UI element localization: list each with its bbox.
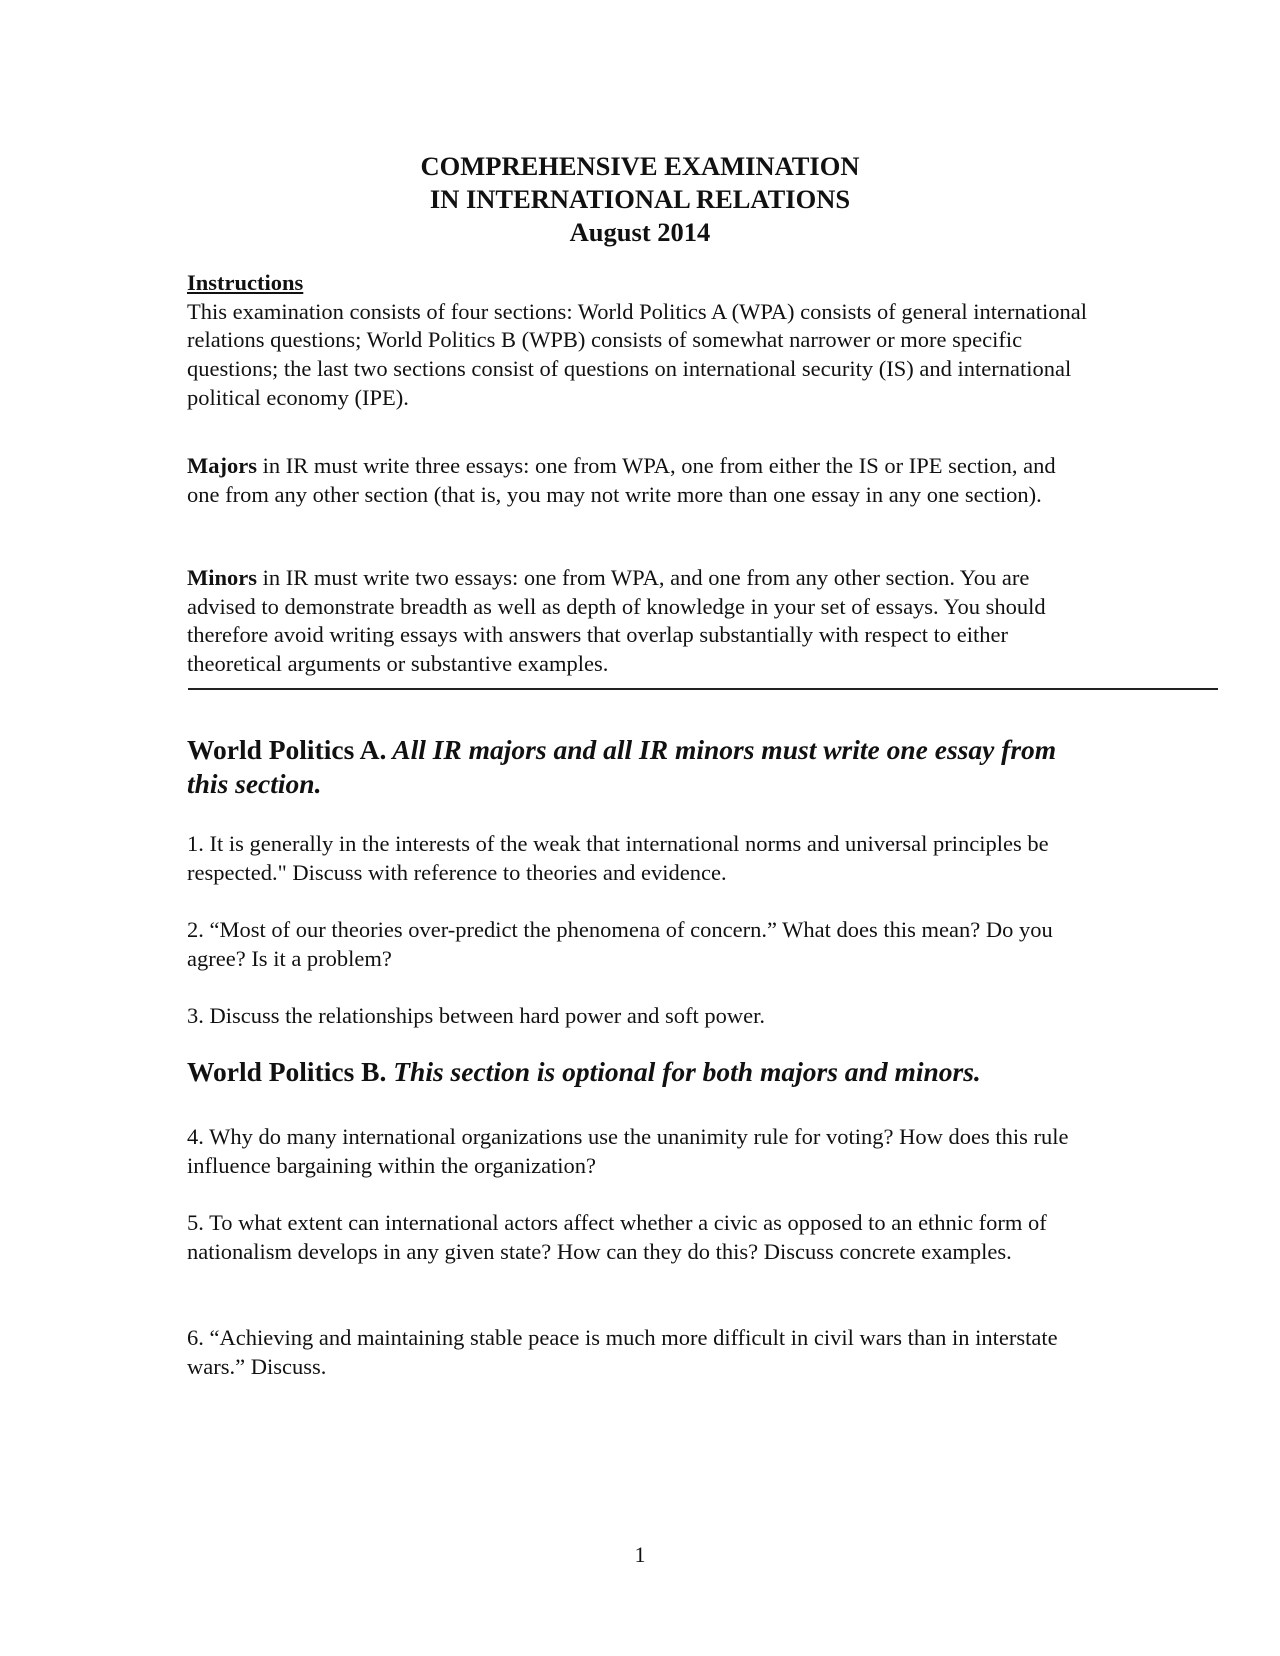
minors-label: Minors bbox=[187, 565, 257, 590]
minors-text: in IR must write two essays: one from WPA, and one from any other section. You are advised to demonstrate breadth as well as depth of knowledge in your set of essays. You should therefore avoid writing essays with answers that overlap substantially with respect to either theoretical arguments or substantive examples. bbox=[187, 565, 1046, 677]
instructions-paragraph: This examination consists of four sections: World Politics A (WPA) consists of general international relations questions; World Politics B (WPB) consists of somewhat narrower or more specific questions; the last two sections consist of questions on international security (IS) and international political economy (IPE). bbox=[187, 298, 1087, 410]
question-2: 2. “Most of our theories over-predict the phenomena of concern.” What does this mean? Do you agree? Is it a problem? bbox=[187, 917, 1053, 971]
section-b-italic: This section is optional for both majors and minors. bbox=[386, 1056, 981, 1087]
section-a-heading bbox=[187, 733, 1067, 800]
title-line-2: IN INTERNATIONAL RELATIONS bbox=[429, 184, 851, 214]
section-b-lead: World Politics B. bbox=[187, 1056, 387, 1087]
question-4: 4. Why do many international organizations use the unanimity rule for voting? How does this rule influence bargaining within the organization? bbox=[187, 1124, 1069, 1178]
majors-label: Majors bbox=[187, 453, 257, 478]
section-b-heading bbox=[187, 1055, 1187, 1089]
instructions-block bbox=[187, 269, 1087, 413]
majors-text: in IR must write three essays: one from WPA, one from either the IS or IPE section, and one from any other section (that is, you may not write more than one essay in any one section). bbox=[187, 453, 1056, 507]
horizontal-divider bbox=[188, 688, 1218, 690]
instructions-heading: Instructions bbox=[187, 270, 304, 295]
question-1: 1. It is generally in the interests of the weak that international norms and universal principles be respected." Discuss with reference to theories and evidence. bbox=[187, 831, 1049, 885]
section-a-italic: All IR majors and all IR minors must write one essay from this section. bbox=[187, 734, 1057, 799]
title-line-1: COMPREHENSIVE EXAMINATION bbox=[420, 151, 860, 181]
title-date: August 2014 bbox=[569, 217, 711, 247]
section-a-lead: World Politics A. bbox=[187, 734, 387, 765]
minors-paragraph bbox=[187, 564, 1087, 679]
question-3: 3. Discuss the relationships between hard power and soft power. bbox=[187, 1003, 765, 1028]
document-title bbox=[0, 150, 1280, 249]
question-6: 6. “Achieving and maintaining stable peace is much more difficult in civil wars than in interstate wars.” Discuss. bbox=[187, 1325, 1058, 1379]
majors-paragraph bbox=[187, 452, 1087, 509]
page-number: 1 bbox=[634, 1542, 646, 1567]
question-5: 5. To what extent can international actors affect whether a civic as opposed to an ethnic form of nationalism develops in any given state? How can they do this? Discuss concrete examples. bbox=[187, 1210, 1047, 1264]
